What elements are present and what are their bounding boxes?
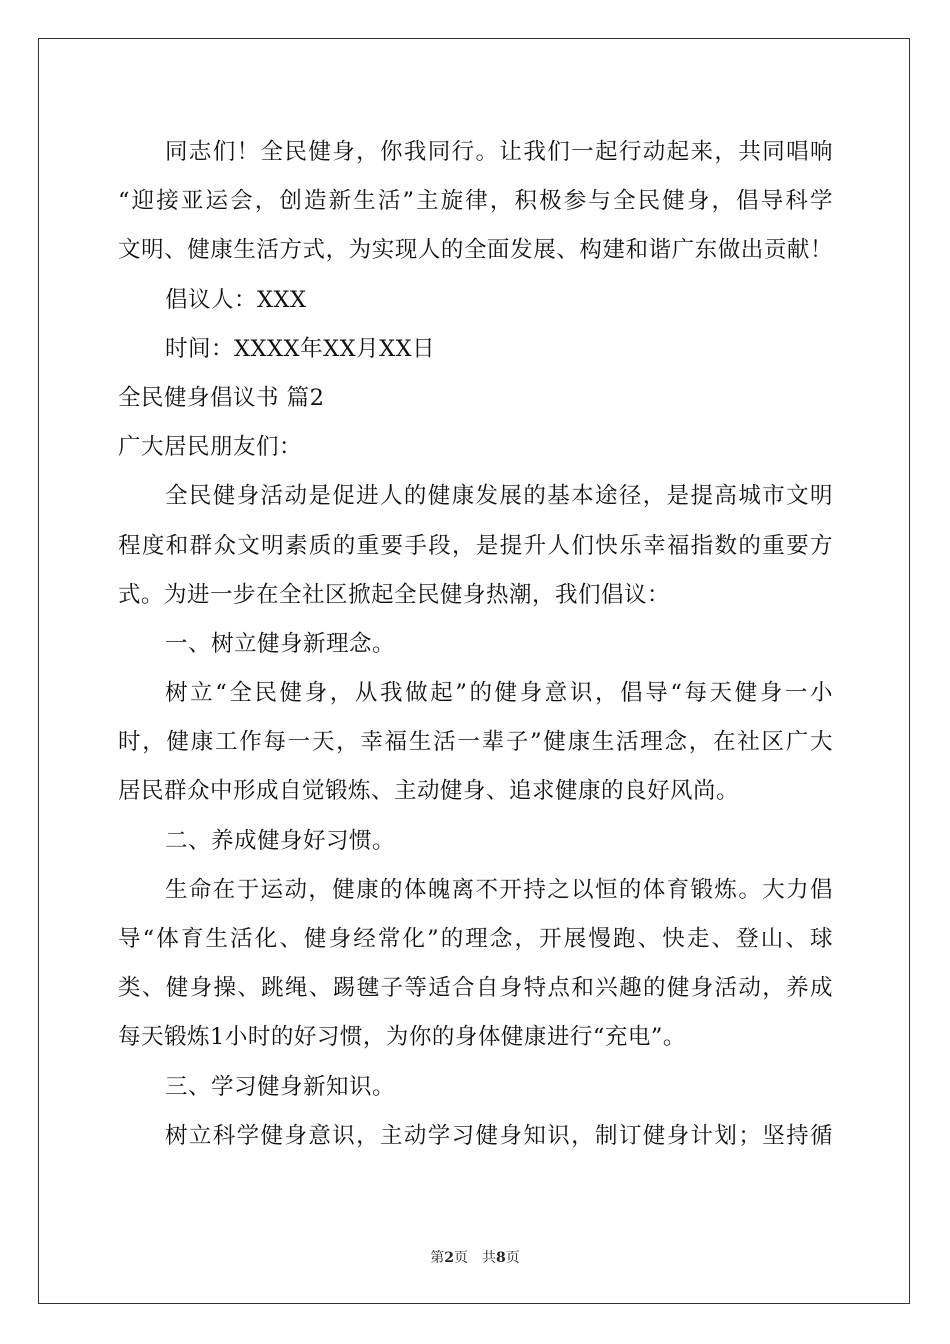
page-number: 2: [444, 1250, 454, 1266]
total-suffix: 页: [505, 1250, 520, 1266]
text-line: 式。为进一步在全社区掀起全民健身热潮，我们倡议：: [118, 581, 671, 608]
text-line: 导“体育生活化、健身经常化”的理念，开展慢跑、快走、登山、球: [118, 926, 833, 952]
page-footer: [0, 1247, 950, 1267]
text-line: 一、树立健身新理念。: [165, 630, 396, 657]
page-prefix: 第: [430, 1250, 445, 1266]
text-line: 三、学习健身新知识。: [165, 1073, 396, 1100]
text-line: 文明、健康生活方式，为实现人的全面发展、构建和谐广东做出贡献！: [118, 237, 833, 264]
text-line: 倡议人：XXX: [165, 286, 307, 313]
total-prefix: 共: [482, 1250, 496, 1266]
text-line: 生命在于运动，健康的体魄离不开持之以恒的体育锻炼。大力倡: [165, 876, 833, 903]
text-line: 居民群众中形成自觉锻炼、主动健身、追求健康的良好风尚。: [118, 778, 740, 805]
text-line: 类、健身操、跳绳、踢毽子等适合自身特点和兴趣的健身活动，养成: [118, 975, 833, 1002]
total-pages: 8: [496, 1250, 506, 1266]
text-line: 时，健康工作每一天，幸福生活一辈子”健康生活理念，在社区广大: [118, 729, 833, 756]
text-line: 全民健身活动是促进人的健康发展的基本途径，是提高城市文明: [165, 483, 833, 510]
text-line: 同志们！全民健身，你我同行。让我们一起行动起来，共同唱响: [165, 139, 833, 165]
text-line: 树立科学健身意识，主动学习健身知识，制订健身计划；坚持循: [165, 1122, 833, 1149]
text-line: 时间：XXXX年XX月XX日: [165, 335, 436, 362]
text-line: 二、养成健身好习惯。: [165, 827, 396, 854]
text-line: 全民健身倡议书 篇2: [118, 384, 325, 411]
page-suffix: 页: [454, 1250, 468, 1266]
text-line: 程度和群众文明素质的重要手段，是提升人们快乐幸福指数的重要方: [118, 532, 833, 559]
text-line: 树立“全民健身，从我做起”的健身意识，倡导“每天健身一小: [165, 680, 833, 707]
text-line: 广大居民朋友们：: [118, 434, 303, 461]
document-body: [118, 128, 833, 1161]
text-line: 每天锻炼1小时的好习惯，为你的身体健康进行“充电”。: [118, 1024, 686, 1051]
text-line: “迎接亚运会，创造新生活”主旋律，积极参与全民健身，倡导科学: [118, 188, 833, 215]
